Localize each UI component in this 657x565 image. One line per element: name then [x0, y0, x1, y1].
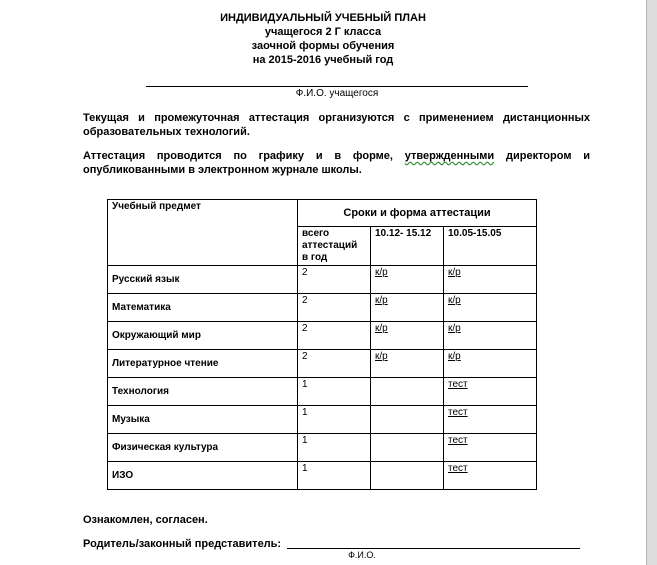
- table-row: [108, 462, 537, 490]
- parent-signature-line: [287, 548, 580, 549]
- window-edge: [646, 0, 657, 565]
- period-2-cell: к/р: [444, 322, 537, 350]
- table-row: [108, 322, 537, 350]
- p2-end: директором и опубликованными в электронном журнале школы.: [83, 150, 591, 176]
- table-row: [108, 350, 537, 378]
- spellcheck-word: утвержденными: [404, 150, 495, 162]
- plan-title: [0, 11, 646, 67]
- period-1-cell: [371, 434, 444, 462]
- period-2-cell: к/р: [444, 350, 537, 378]
- parent-fio-label: Ф.И.О.: [348, 550, 376, 560]
- student-name-line: [146, 86, 528, 87]
- table-row: [108, 294, 537, 322]
- table-row: [108, 434, 537, 462]
- total-cell: 1: [298, 462, 371, 490]
- total-cell: 2: [298, 294, 371, 322]
- period-2-cell: к/р: [444, 294, 537, 322]
- table-row: [108, 378, 537, 406]
- subject-cell: Музыка: [108, 406, 298, 434]
- period-2-cell: тест: [444, 406, 537, 434]
- period-1-cell: [371, 406, 444, 434]
- table-row: [108, 266, 537, 294]
- subject-cell: Литературное чтение: [108, 350, 298, 378]
- total-cell: 1: [298, 434, 371, 462]
- title-line-3: заочной формы обучения: [251, 40, 395, 52]
- header-subject: Учебный предмет: [108, 200, 298, 266]
- total-cell: 2: [298, 350, 371, 378]
- title-line-1: ИНДИВИДУАЛЬНЫЙ УЧЕБНЫЙ ПЛАН: [220, 12, 426, 24]
- paragraph-attestation-2: [83, 149, 590, 177]
- subject-cell: Математика: [108, 294, 298, 322]
- title-line-2: учащегося 2 Г класса: [264, 26, 382, 38]
- header-total: всего аттестаций в год: [298, 227, 371, 266]
- total-cell: 2: [298, 322, 371, 350]
- subject-cell: Русский язык: [108, 266, 298, 294]
- total-cell: 2: [298, 266, 371, 294]
- period-2-cell: тест: [444, 378, 537, 406]
- paragraph-attestation-1: Текущая и промежуточная аттестация организуются с применением дистанционных образовательных технологий.: [83, 112, 590, 138]
- parent-label: Родитель/законный представитель:: [83, 538, 282, 550]
- total-cell: 1: [298, 378, 371, 406]
- period-2-cell: тест: [444, 434, 537, 462]
- header-period-1: 10.12- 15.12: [371, 227, 444, 266]
- period-2-cell: тест: [444, 462, 537, 490]
- total-cell: 1: [298, 406, 371, 434]
- period-1-cell: к/р: [371, 322, 444, 350]
- period-1-cell: [371, 378, 444, 406]
- subject-cell: Окружающий мир: [108, 322, 298, 350]
- attestation-table: [107, 199, 537, 490]
- period-1-cell: к/р: [371, 266, 444, 294]
- subject-cell: Технология: [108, 378, 298, 406]
- period-1-cell: к/р: [371, 294, 444, 322]
- table-row: [108, 406, 537, 434]
- subject-cell: Физическая культура: [108, 434, 298, 462]
- subject-cell: ИЗО: [108, 462, 298, 490]
- header-schedule: Сроки и форма аттестации: [298, 200, 537, 227]
- p2-start: Аттестация проводится по графику и в форме,: [83, 150, 405, 162]
- student-fio-label: Ф.И.О. учащегося: [295, 88, 379, 99]
- title-line-4: на 2015-2016 учебный год: [252, 54, 394, 66]
- period-1-cell: к/р: [371, 350, 444, 378]
- agreement-text: Ознакомлен, согласен.: [83, 514, 208, 526]
- header-period-2: 10.05-15.05: [444, 227, 537, 266]
- period-2-cell: к/р: [444, 266, 537, 294]
- period-1-cell: [371, 462, 444, 490]
